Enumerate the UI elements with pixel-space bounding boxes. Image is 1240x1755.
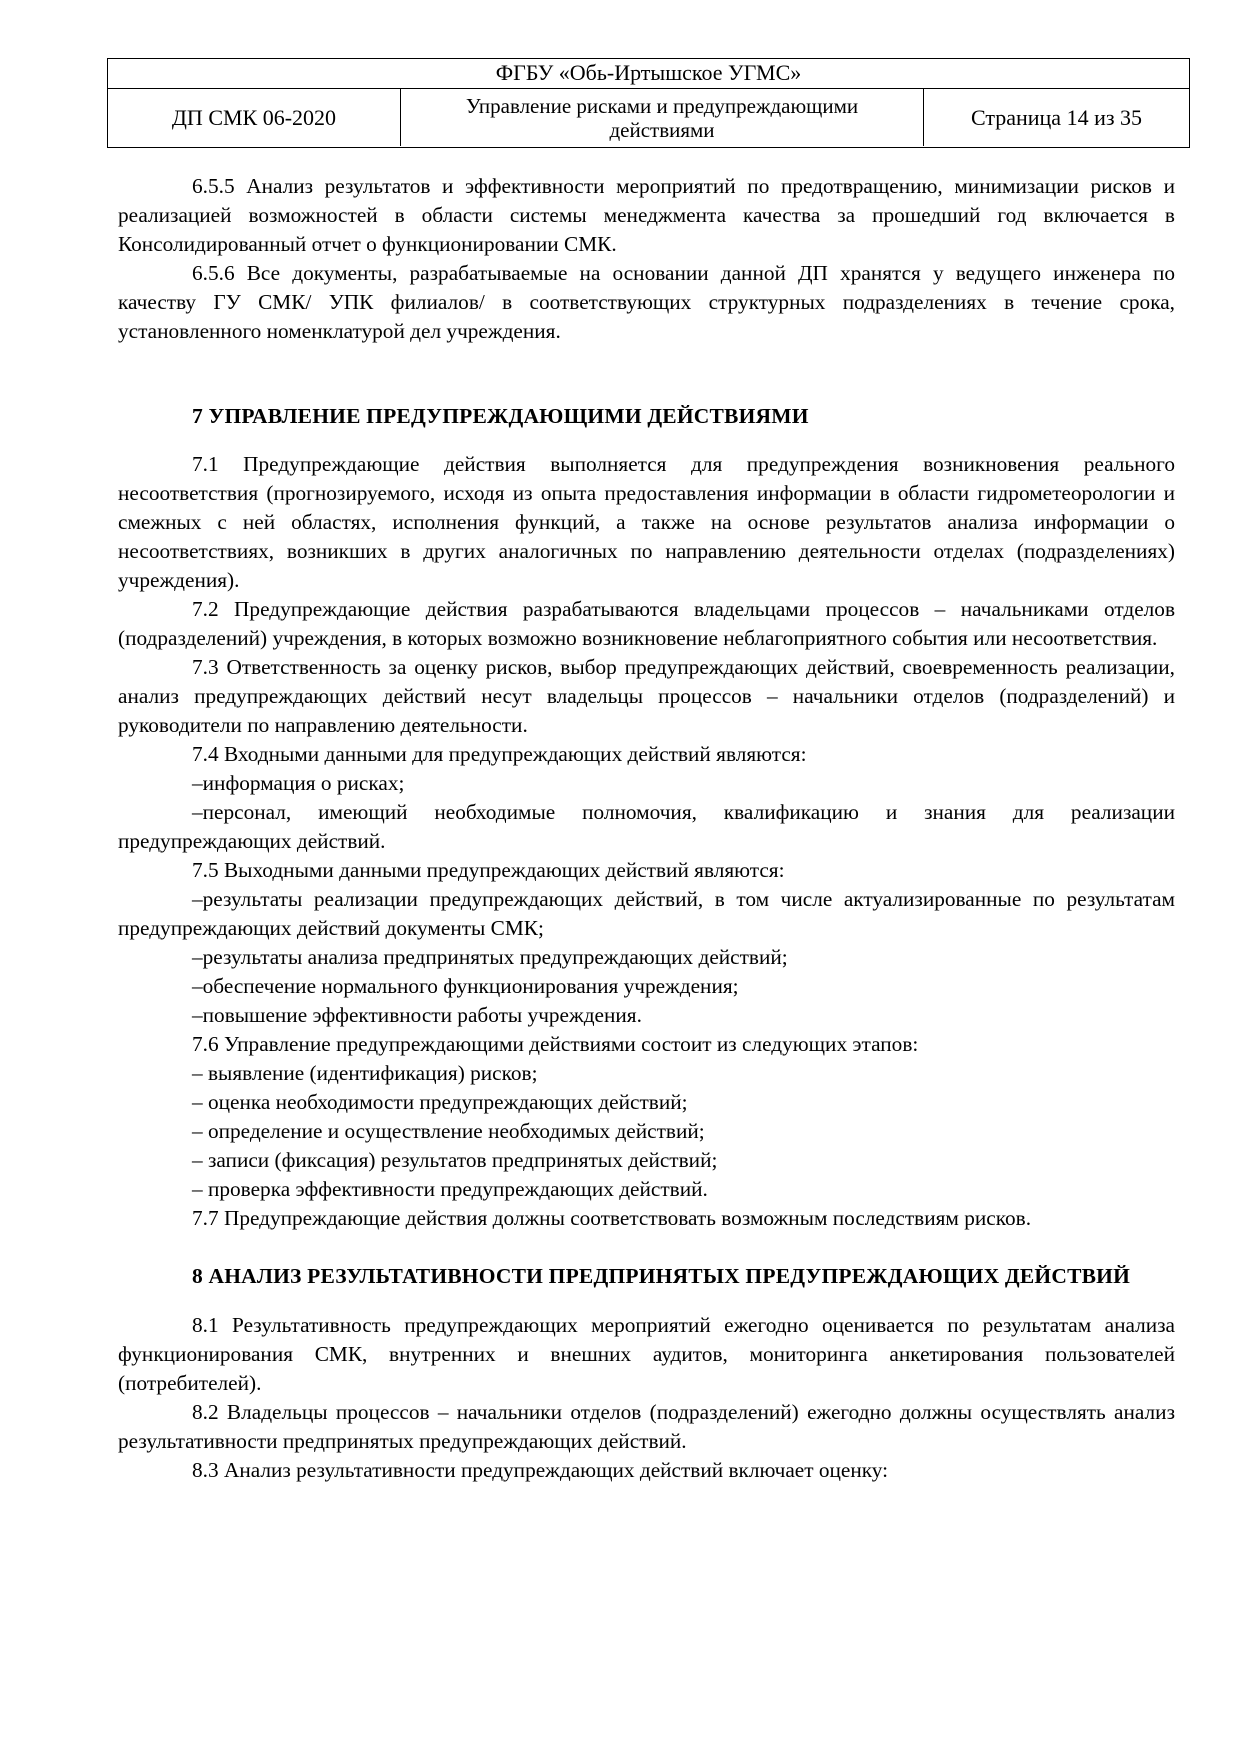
list-item-7-5-4: –повышение эффективности работы учреждения. (192, 1003, 642, 1027)
list-item-7-4-1: –информация о рисках; (192, 771, 405, 795)
paragraph-8-3: 8.3 Анализ результативности предупреждающих действий включает оценку: (192, 1458, 889, 1482)
paragraph-7-2: 7.2 Предупреждающие действия разрабатываются владельцами процессов – начальниками отделов (подразделений) учреждения, в которых возможно возникновение неблагоприятного события или несоответствия. (118, 597, 1175, 650)
spacer (118, 1233, 1175, 1262)
list-item-7-6-2: – оценка необходимости предупреждающих действий; (192, 1090, 688, 1114)
list-item-7-5-2: –результаты анализа предпринятых предупреждающих действий; (192, 945, 788, 969)
paragraph-8-2: 8.2 Владельцы процессов – начальники отделов (подразделений) ежегодно должны осуществлять анализ результативности предпринятых предупреждающих действий. (118, 1400, 1175, 1453)
paragraph-7-4: 7.4 Входными данными для предупреждающих действий являются: (192, 742, 807, 766)
page-number (924, 89, 1189, 146)
page-number-label: Страница 14 из 35 (970, 104, 1143, 130)
document-title: Управление рисками и предупреждающими действиями (401, 89, 924, 146)
paragraph-8-1: 8.1 Результативность предупреждающих мероприятий ежегодно оценивается по результатам анализа функционирования СМК, внутренних и внешних аудитов, мониторинга анкетирования пользователей (потребителей). (118, 1313, 1175, 1395)
paragraph-6-5-5: 6.5.5 Анализ результатов и эффективности мероприятий по предотвращению, минимизации рисков и реализацией возможностей в области системы менеджмента качества за прошедший год включается в Консолидированный отчет о функционировании СМК. (118, 174, 1175, 256)
section-7-heading: 7 УПРАВЛЕНИЕ ПРЕДУПРЕЖДАЮЩИМИ ДЕЙСТВИЯМИ (192, 404, 809, 428)
document-header (107, 58, 1190, 148)
paragraph-7-6: 7.6 Управление предупреждающими действиями состоит из следующих этапов: (192, 1032, 919, 1056)
paragraph-7-3: 7.3 Ответственность за оценку рисков, выбор предупреждающих действий, своевременность реализации, анализ предупреждающих действий несут владельцы процессов – начальники отделов (подразделений) и руководители по направлению деятельности. (118, 655, 1175, 737)
paragraph-7-5: 7.5 Выходными данными предупреждающих действий являются: (192, 858, 785, 882)
list-item-7-5-1: –результаты реализации предупреждающих действий, в том числе актуализированные по результатам предупреждающих действий документы СМК; (118, 887, 1175, 940)
document-body (118, 172, 1175, 1485)
paragraph-7-7: 7.7 Предупреждающие действия должны соответствовать возможным последствиям рисков. (192, 1206, 1032, 1230)
paragraph-7-1: 7.1 Предупреждающие действия выполняется для предупреждения возникновения реального несоответствия (прогнозируемого, исходя из опыта предоставления информации в области гидрометеорологии и смежных с ней областях, исполнения функций, а также на основе результатов анализа информации о несоответствиях, возникших в других аналогичных по направлению деятельности отделах (подразделениях) учреждения). (118, 452, 1175, 592)
list-item-7-6-1: – выявление (идентификация) рисков; (192, 1061, 538, 1085)
spacer (118, 346, 1175, 402)
header-row (108, 89, 1189, 146)
organization-name: ФГБУ «Обь-Иртышское УГМС» (108, 59, 1189, 89)
spacer (118, 431, 1175, 450)
paragraph-6-5-6: 6.5.6 Все документы, разрабатываемые на основании данной ДП хранятся у ведущего инженера по качеству ГУ СМК/ УПК филиалов/ в соответствующих структурных подразделениях в течение срока, установленного номенклатурой дел учреждения. (118, 261, 1175, 343)
list-item-7-6-5: – проверка эффективности предупреждающих действий. (192, 1177, 708, 1201)
document-code: ДП СМК 06-2020 (108, 89, 401, 146)
list-item-7-5-3: –обеспечение нормального функционирования учреждения; (192, 974, 739, 998)
list-item-7-4-2: –персонал, имеющий необходимые полномочия, квалификацию и знания для реализации предупреждающих действий. (118, 800, 1175, 853)
section-8-heading: 8 АНАЛИЗ РЕЗУЛЬТАТИВНОСТИ ПРЕДПРИНЯТЫХ ПРЕДУПРЕЖДАЮЩИХ ДЕЙСТВИЙ (192, 1264, 1130, 1288)
list-item-7-6-4: – записи (фиксация) результатов предпринятых действий; (192, 1148, 718, 1172)
list-item-7-6-3: – определение и осуществление необходимых действий; (192, 1119, 705, 1143)
spacer (118, 1291, 1175, 1311)
